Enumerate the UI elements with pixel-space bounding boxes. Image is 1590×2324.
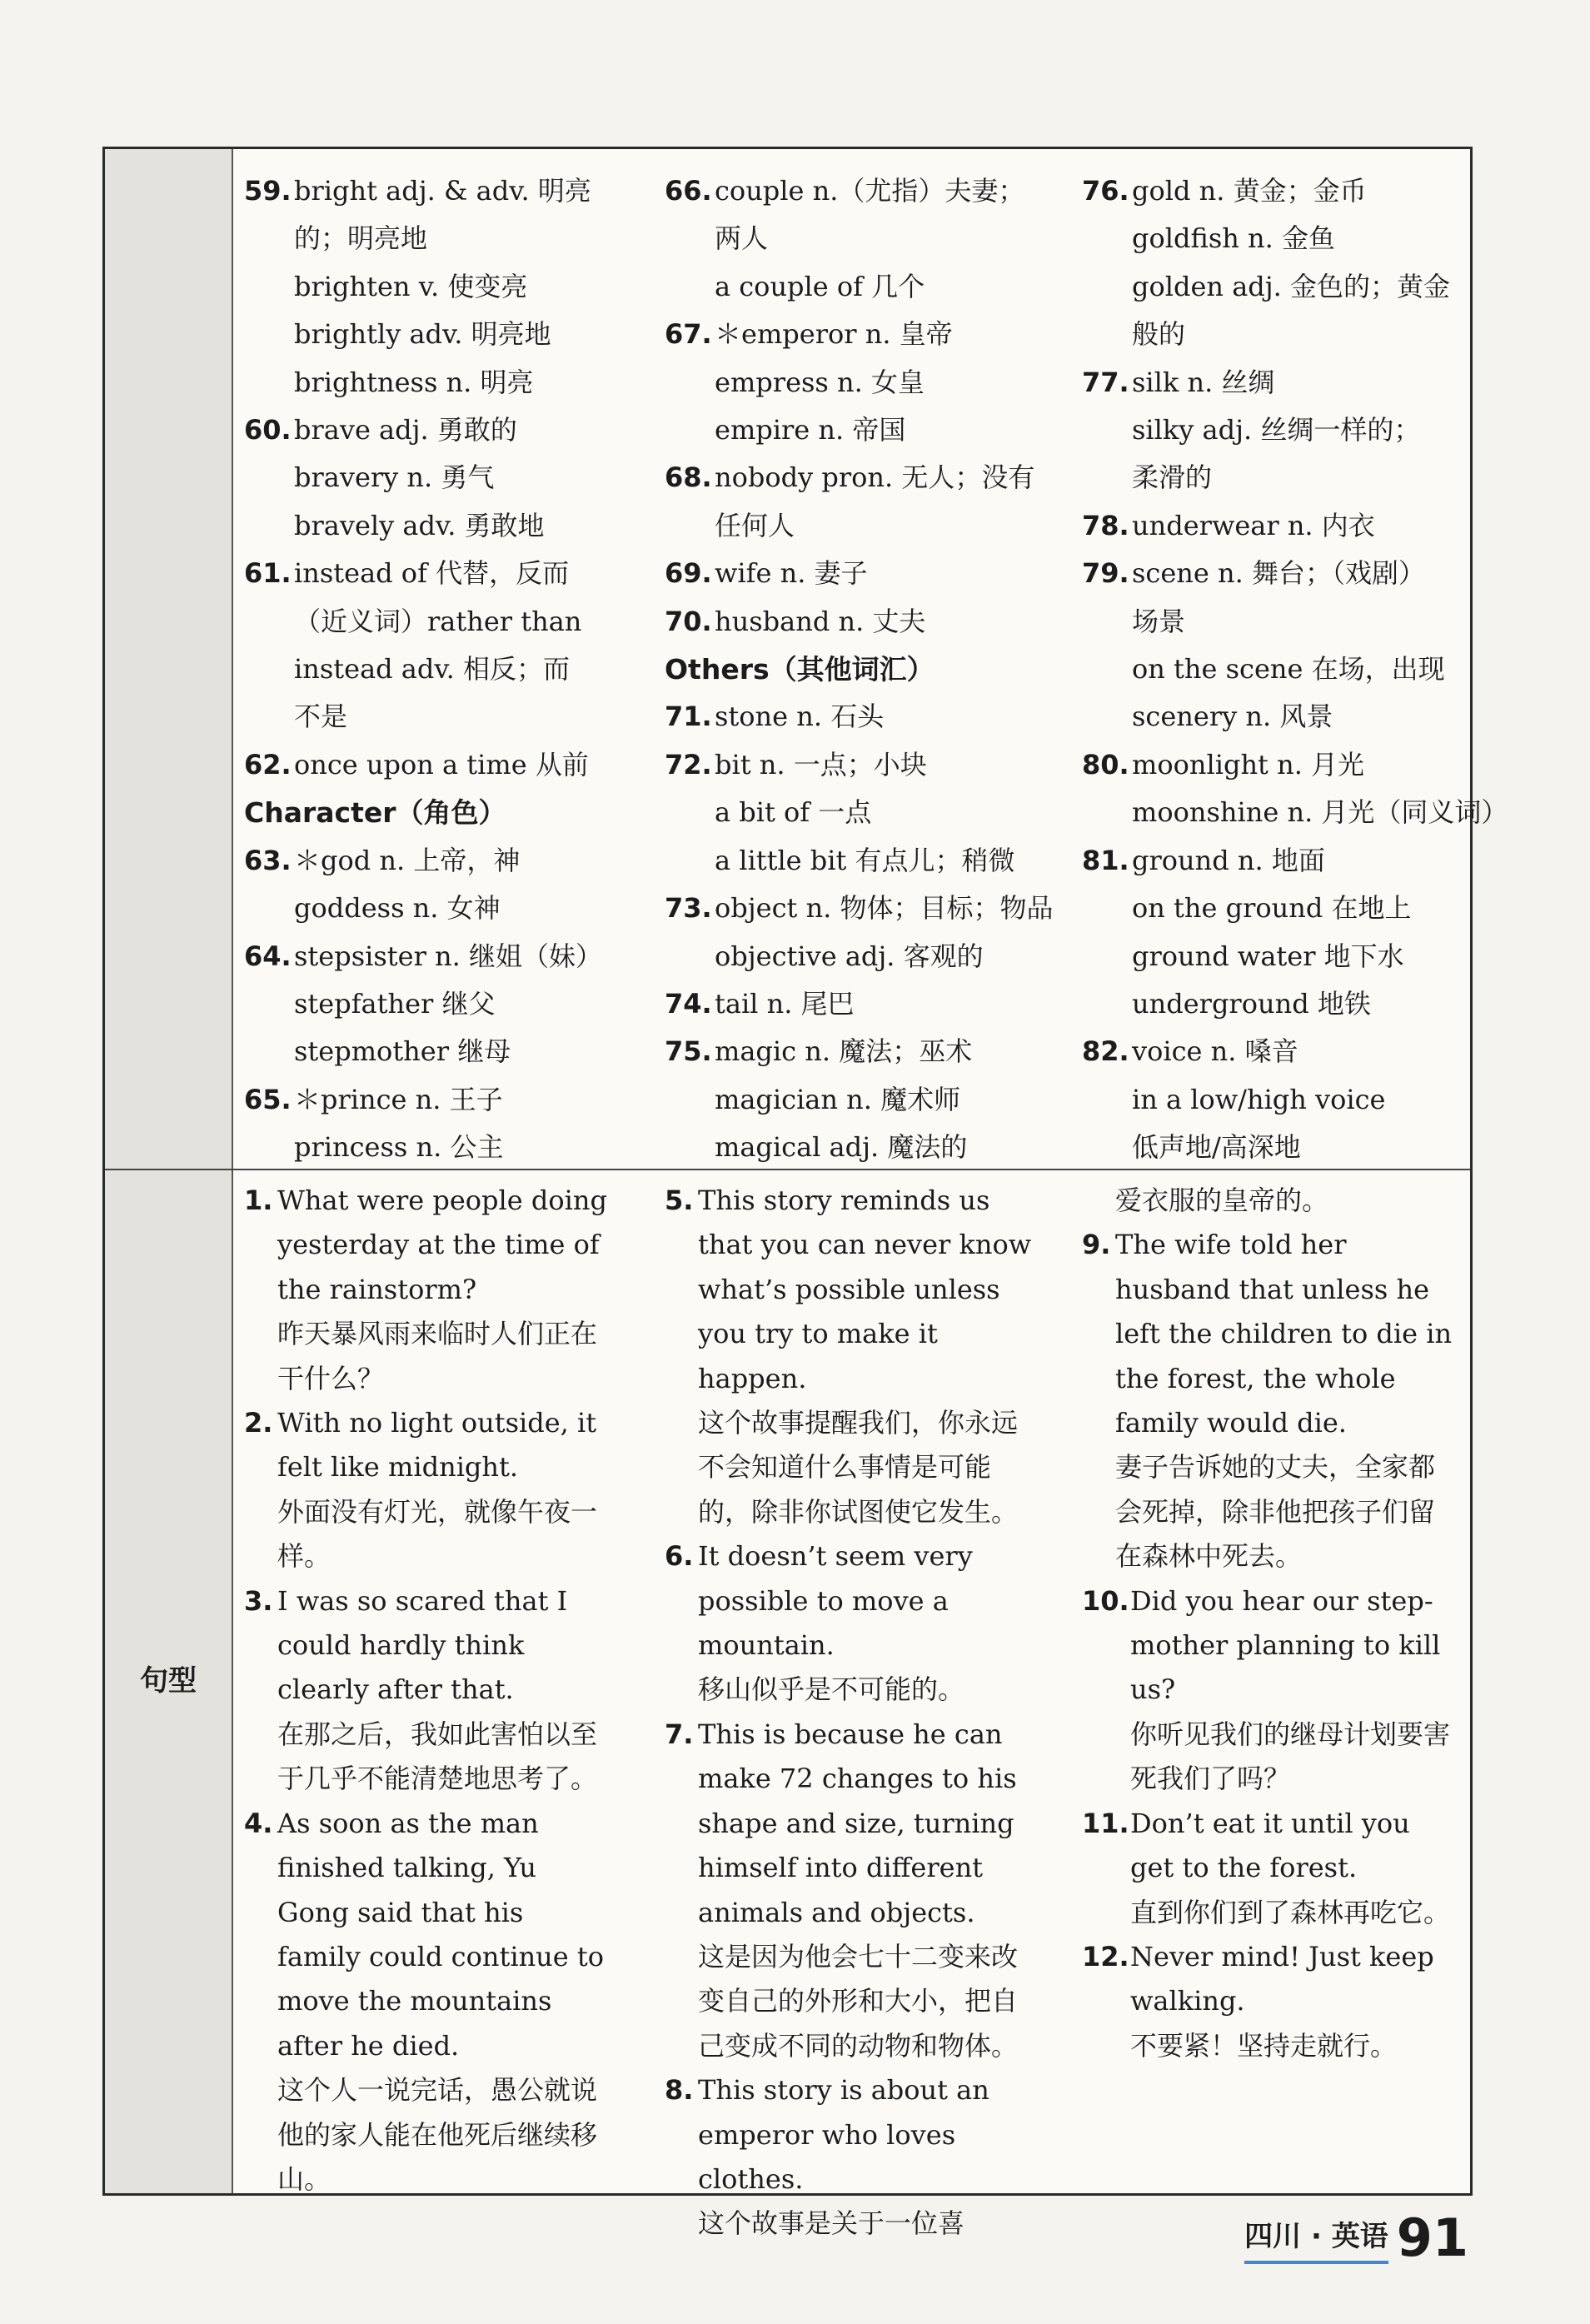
sentence-number: 10.	[1082, 1584, 1129, 1617]
sentence-entry	[1082, 1223, 1453, 1578]
sentence-chinese: 这个人一说完话，愚公就说他的家人能在他死后继续移山。	[277, 2074, 598, 2195]
vocab-entry	[1082, 550, 1457, 741]
sentence-chinese: 妻子告诉她的丈夫，全家都会死掉，除非他把孩子们留在森林中死去。	[1115, 1451, 1436, 1573]
entry-line: 般的	[1132, 318, 1186, 351]
sentence-entry	[244, 1401, 611, 1579]
sentence-entry	[665, 1713, 1044, 2068]
entry-line: 的；明亮地	[294, 222, 428, 255]
entry-line: stepsister n. 继姐（妹）	[294, 940, 603, 972]
entry-number: 66.	[665, 175, 712, 207]
sentence-chinese: 这是因为他会七十二变来改变自己的外形和大小，把自己变成不同的动物和物体。	[698, 1940, 1019, 2062]
entry-number: 68.	[665, 461, 712, 494]
entry-line: bravery n. 勇气	[294, 461, 495, 494]
entry-line: nobody pron. 无人；没有	[715, 461, 1035, 494]
vocab-entry	[1082, 167, 1457, 359]
entry-line: ground water 地下水	[1132, 940, 1404, 972]
entry-line: gold n. 黄金；金币	[1132, 175, 1367, 207]
sentence-chinese: 昨天暴风雨来临时人们正在干什么？	[277, 1318, 598, 1394]
vocab-entry	[665, 598, 1048, 646]
sentence-chinese: 这个故事提醒我们，你永远不会知道什么事情是可能的，除非你试图使它发生。	[698, 1407, 1019, 1528]
footer-label: 四川 · 英语	[1244, 2213, 1388, 2264]
vocab-entry	[665, 550, 1048, 597]
sentence-entry	[244, 1579, 611, 1802]
vocab-entry	[665, 167, 1048, 311]
vocab-entry	[1082, 502, 1457, 550]
entry-line: 不是	[294, 701, 348, 733]
category-heading: Others（其他词汇）	[665, 653, 935, 686]
sentence-continuation: 爱衣服的皇帝的。	[1115, 1184, 1329, 1216]
entry-line: bit n. 一点；小块	[715, 748, 927, 780]
entry-line: brightly adv. 明亮地	[294, 318, 551, 351]
sentence-entry	[1082, 1802, 1453, 1935]
entry-line: underwear n. 内衣	[1132, 509, 1375, 541]
sentence-entry	[1082, 1935, 1453, 2068]
sentence-english: This is because he can make 72 changes to his shape and size, turning himself into different animals and objects.	[698, 1718, 1017, 1928]
vocab-entry	[244, 933, 611, 1076]
entry-number: 73.	[665, 892, 712, 925]
entry-line: on the ground 在地上	[1132, 892, 1412, 925]
entry-line: brave adj. 勇敢的	[294, 414, 517, 446]
entry-line: once upon a time 从前	[294, 748, 589, 780]
entry-line: princess n. 公主	[294, 1131, 504, 1164]
sentence-number: 12.	[1082, 1940, 1129, 1972]
entry-line: a bit of 一点	[715, 796, 872, 829]
entry-line: couple n.（尤指）夫妻；	[715, 175, 1025, 207]
vocab-column-3	[1082, 167, 1508, 1172]
entry-number: 63.	[244, 844, 292, 876]
entry-number: 76.	[1082, 175, 1129, 207]
entry-line: 柔滑的	[1132, 461, 1213, 494]
sentence-english: This story reminds us that you can never know what’s possible unless you try to make it happen.	[698, 1184, 1032, 1394]
entry-line: ground n. 地面	[1132, 844, 1325, 876]
entry-number: 60.	[244, 414, 292, 446]
vocab-entry	[1082, 359, 1457, 502]
entry-line: brightness n. 明亮	[294, 366, 534, 398]
sentence-entry	[665, 1179, 1044, 1534]
entry-line: 两人	[715, 222, 769, 255]
entry-line: a couple of 几个	[715, 270, 925, 302]
entry-line: husband n. 丈夫	[715, 605, 926, 637]
entry-line: brighten v. 使变亮	[294, 270, 528, 302]
vocab-entry	[665, 741, 1048, 885]
sentence-number: 1.	[244, 1184, 273, 1216]
entry-line: 低声地/高深地	[1132, 1131, 1301, 1164]
entry-line: magic n. 魔法；巫术	[715, 1035, 973, 1068]
sentence-english: As soon as the man finished talking, Yu Gong said that his family could continue to move the mountains after he died.	[277, 1807, 605, 2062]
entry-number: 67.	[665, 318, 712, 351]
vocab-entry	[244, 1076, 611, 1172]
entry-number: 75.	[665, 1035, 712, 1068]
entry-number: 62.	[244, 748, 292, 780]
sentence-chinese: 移山似乎是不可能的。	[698, 1673, 965, 1706]
category-heading: Character（角色）	[244, 796, 506, 830]
entry-line: empress n. 女皇	[715, 366, 925, 398]
entry-number: 81.	[1082, 844, 1129, 876]
vocab-entry	[665, 980, 1048, 1028]
section-label-sentences: 句型	[140, 1664, 197, 1698]
entry-number: 61.	[244, 557, 292, 590]
entry-line: stepmother 继母	[294, 1035, 511, 1068]
sentence-entry	[244, 1802, 611, 2202]
entry-line: ＊prince n. 王子	[294, 1083, 503, 1115]
entry-line: moonlight n. 月光	[1132, 748, 1365, 780]
sentence-number: 4.	[244, 1807, 273, 1839]
entry-line: ＊god n. 上帝，神	[294, 844, 521, 876]
sentence-column-3	[1082, 1179, 1453, 2068]
entry-number: 74.	[665, 987, 712, 1020]
sentence-chinese: 你听见我们的继母计划要害死我们了吗？	[1130, 1718, 1451, 1795]
entry-line: empire n. 帝国	[715, 414, 906, 446]
vocab-entry	[665, 693, 1048, 741]
vocab-entry	[244, 550, 611, 741]
sentence-chinese: 直到你们到了森林再吃它。	[1130, 1896, 1451, 1928]
vocab-entry	[665, 1028, 1048, 1171]
entry-line: golden adj. 金色的；黄金	[1132, 270, 1451, 302]
sentence-english: It doesn’t seem very possible to move a mountain.	[698, 1540, 973, 1662]
entry-line: a little bit 有点儿；稍微	[715, 844, 1015, 876]
page-footer	[1244, 2206, 1468, 2268]
vocab-entry	[665, 885, 1054, 980]
entry-number: 78.	[1082, 509, 1129, 541]
entry-line: stepfather 继父	[294, 987, 496, 1020]
sentence-english: Did you hear our step-mother planning to kill us?	[1130, 1584, 1441, 1706]
entry-number: 64.	[244, 940, 292, 972]
sentence-entry	[1082, 1579, 1453, 1802]
vocab-entry	[244, 741, 611, 789]
sentence-entry	[244, 1179, 611, 1401]
entry-line: bravely adv. 勇敢地	[294, 509, 545, 541]
sentence-number: 11.	[1082, 1807, 1129, 1839]
entry-line: moonshine n. 月光（同义词）	[1132, 796, 1508, 829]
entry-number: 69.	[665, 557, 712, 590]
sentence-number: 2.	[244, 1407, 273, 1439]
entry-line: magical adj. 魔法的	[715, 1131, 968, 1164]
sentence-number: 5.	[665, 1184, 694, 1216]
entry-number: 77.	[1082, 366, 1129, 398]
sentence-english: The wife told her husband that unless he left the children to die in the forest, the whole family would die.	[1115, 1229, 1453, 1439]
entry-number: 65.	[244, 1083, 292, 1115]
sentence-entry	[665, 1534, 1044, 1713]
sentence-english: I was so scared that I could hardly think clearly after that.	[277, 1584, 568, 1706]
entry-line: goddess n. 女神	[294, 892, 501, 925]
sentence-chinese: 外面没有灯光，就像午夜一样。	[277, 1495, 598, 1573]
entry-line: instead adv. 相反；而	[294, 653, 570, 686]
entry-line: in a low/high voice	[1132, 1083, 1386, 1115]
entry-line: bright adj. & adv. 明亮	[294, 175, 591, 207]
entry-line: object n. 物体；目标；物品	[715, 892, 1054, 925]
entry-line: on the scene 在场，出现	[1132, 653, 1445, 686]
sentence-number: 6.	[665, 1540, 694, 1573]
section-sidebar	[105, 149, 233, 2193]
entry-line: underground 地铁	[1132, 987, 1371, 1020]
entry-number: 72.	[665, 748, 712, 780]
sentence-english: Never mind! Just keep walking.	[1130, 1940, 1434, 2017]
sentence-english: With no light outside, it felt like midnight.	[277, 1407, 597, 1484]
entry-number: 59.	[244, 175, 292, 207]
sentence-entry	[665, 2068, 1044, 2247]
sentence-english: What were people doing yesterday at the time of the rainstorm?	[277, 1184, 607, 1305]
sentence-number: 9.	[1082, 1229, 1111, 1261]
entry-number: 70.	[665, 605, 712, 637]
entry-line: scene n. 舞台；（戏剧）	[1132, 557, 1425, 590]
entry-line: tail n. 尾巴	[715, 987, 855, 1020]
entry-line: objective adj. 客观的	[715, 940, 984, 972]
entry-line: voice n. 嗓音	[1132, 1035, 1298, 1068]
vocab-entry	[244, 167, 611, 406]
vocab-entry	[665, 454, 1048, 550]
vocab-entry	[244, 837, 611, 933]
sentence-number: 7.	[665, 1718, 694, 1750]
entry-number: 79.	[1082, 557, 1129, 590]
entry-number: 71.	[665, 701, 712, 733]
entry-line: silk n. 丝绸	[1132, 366, 1275, 398]
vocab-entry	[1082, 1028, 1457, 1171]
entry-line: magician n. 魔术师	[715, 1083, 961, 1115]
entry-line: ＊emperor n. 皇帝	[715, 318, 953, 351]
entry-line: instead of 代替，反而	[294, 557, 570, 590]
vocab-entry	[665, 311, 1048, 454]
entry-line: goldfish n. 金鱼	[1132, 222, 1335, 255]
vocab-entry	[244, 406, 611, 550]
entry-line: 场景	[1132, 605, 1186, 637]
sentence-english: Don’t eat it until you get to the forest.	[1130, 1807, 1410, 1884]
entry-line: wife n. 妻子	[715, 557, 868, 590]
sentence-number: 8.	[665, 2074, 694, 2107]
sentence-number: 3.	[244, 1584, 273, 1617]
vocab-entry	[1082, 741, 1508, 837]
sentence-english: This story is about an emperor who loves clothes.	[698, 2074, 989, 2195]
entry-line: 任何人	[715, 509, 795, 541]
vocab-column-2	[665, 167, 1054, 1172]
entry-line: stone n. 石头	[715, 701, 885, 733]
sentence-chinese: 不要紧！坚持走就行。	[1130, 2029, 1398, 2062]
page-number: 91	[1396, 2207, 1468, 2268]
vocab-entry	[1082, 837, 1457, 1029]
entry-line: silky adj. 丝绸一样的；	[1132, 414, 1421, 446]
vocab-column-1	[244, 167, 611, 1172]
entry-number: 82.	[1082, 1035, 1129, 1068]
sentence-chinese: 在那之后，我如此害怕以至于几乎不能清楚地思考了。	[277, 1718, 598, 1795]
entry-number: 80.	[1082, 748, 1129, 780]
entry-line: scenery n. 风景	[1132, 701, 1333, 733]
entry-line: （近义词）rather than	[294, 605, 582, 637]
sentence-column-2	[665, 1179, 1044, 2247]
sentence-chinese: 这个故事是关于一位喜	[698, 2207, 965, 2240]
sentence-column-1	[244, 1179, 611, 2202]
